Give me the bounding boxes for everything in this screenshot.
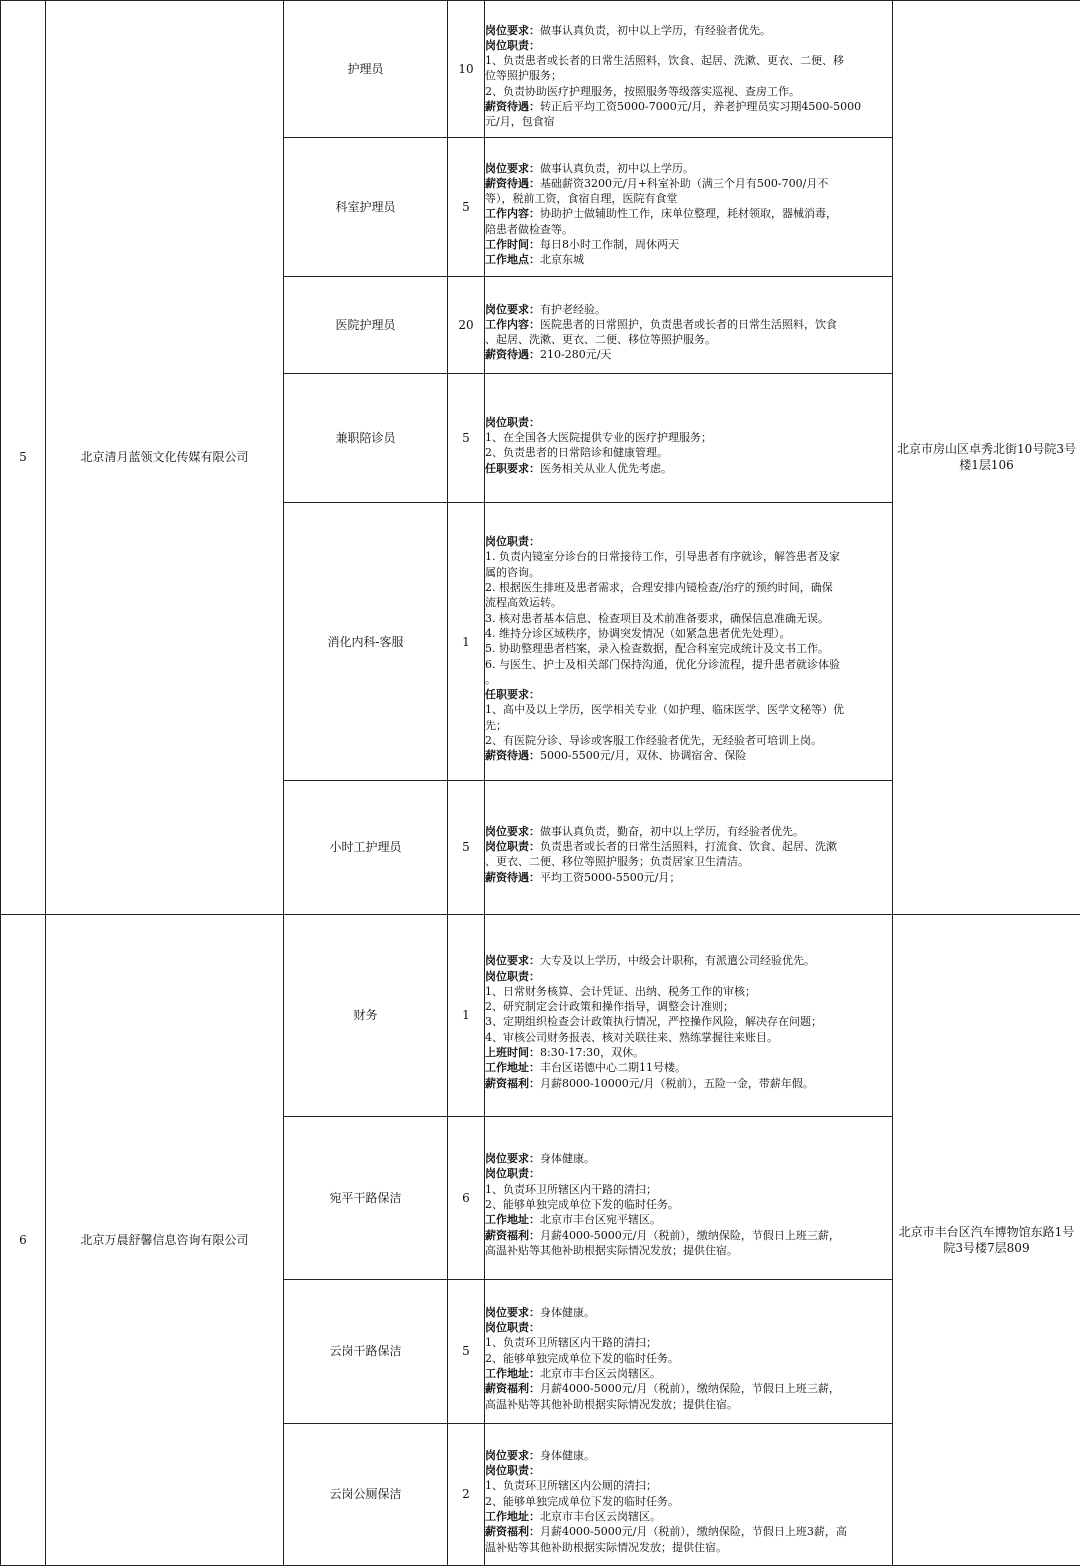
description-line	[485, 23, 892, 38]
field-label: 岗位要求：	[485, 161, 540, 175]
field-value: 平均工资5000-5500元/月；	[540, 870, 681, 884]
field-value: 2、能够单独完成单位下发的临时任务。	[485, 1351, 679, 1365]
field-label: 任职要求：	[485, 688, 540, 702]
description-line	[485, 999, 892, 1014]
field-label: 岗位职责：	[485, 1167, 540, 1181]
field-label: 工作地址：	[485, 1213, 540, 1227]
description-line	[485, 68, 892, 83]
description-line	[485, 657, 892, 672]
description-line	[485, 641, 892, 656]
description-line	[485, 687, 892, 702]
description-line	[485, 38, 892, 53]
field-value: 每日8小时工作制，周休两天	[540, 238, 679, 252]
job-headcount: 5	[448, 781, 485, 914]
description-line	[485, 595, 892, 610]
job-headcount: 5	[448, 1279, 485, 1423]
field-value: 等），税前工资，食宿自理，医院有食堂	[485, 192, 678, 206]
field-value: 身体健康。	[540, 1152, 595, 1166]
description-line	[485, 1076, 892, 1091]
description-line	[485, 1540, 892, 1555]
job-description	[485, 914, 893, 1116]
job-headcount: 1	[448, 503, 485, 781]
field-value: 基础薪资3200元/月+科室补助（满三个月有500-700/月不	[540, 176, 829, 190]
field-value: 5000-5500元/月，双休、协调宿舍、保险	[540, 749, 747, 763]
job-description	[485, 503, 893, 781]
field-value: 4、审核公司财务报表、核对关联往来、熟练掌握往来账目。	[485, 1030, 778, 1044]
description-line	[485, 176, 892, 191]
field-label: 薪资待遇：	[485, 348, 540, 362]
job-description	[485, 1279, 893, 1423]
field-label: 岗位要求：	[485, 1152, 540, 1166]
field-label: 工作时间：	[485, 238, 540, 252]
address-line: 院3号楼7层809	[943, 1240, 1030, 1255]
company-index: 6	[1, 914, 46, 1565]
job-description	[485, 1423, 893, 1565]
field-value: 2、研究制定会计政策和操作指导，调整会计准则；	[485, 1000, 734, 1014]
job-headcount: 20	[448, 277, 485, 374]
field-value: 2、能够单独完成单位下发的临时任务。	[485, 1494, 679, 1508]
description-line	[485, 1197, 892, 1212]
field-value: 医院患者的日常照护，负责患者或长者的日常生活照料，饮食	[540, 317, 837, 331]
field-value: 有护老经验。	[540, 302, 606, 316]
field-value: 、更衣、二便、移位等照护服务；负责居家卫生清洁。	[485, 855, 749, 869]
field-value: 6. 与医生、护士及相关部门保持沟通，优化分诊流程，提升患者就诊体验	[485, 657, 840, 671]
field-value: 高温补贴等其他补助根据实际情况发放；提供住宿。	[485, 1243, 738, 1257]
field-label: 工作地址：	[485, 1061, 540, 1075]
job-title: 科室护理员	[284, 138, 448, 277]
job-description	[485, 277, 893, 374]
field-label: 岗位要求：	[485, 302, 540, 316]
job-headcount: 5	[448, 138, 485, 277]
field-value: 负责患者或长者的日常生活照料，打流食、饮食、起居、洗漱	[540, 840, 837, 854]
description-line	[485, 702, 892, 717]
field-label: 薪资待遇：	[485, 176, 540, 190]
description-line	[485, 1509, 892, 1524]
description-line	[485, 461, 892, 476]
job-headcount: 2	[448, 1423, 485, 1565]
field-value: 北京市丰台区云岗辖区。	[540, 1510, 661, 1524]
field-label: 薪资福利：	[485, 1525, 540, 1539]
field-label: 工作地点：	[485, 253, 540, 267]
field-value: 元/月，包食宿	[485, 115, 555, 129]
description-line	[485, 953, 892, 968]
field-value: 位等照护服务；	[485, 69, 562, 83]
description-line	[485, 984, 892, 999]
field-value: 1、负责环卫所辖区内干路的清扫；	[485, 1182, 657, 1196]
field-value: 、起居、洗漱、更衣、二便、移位等照护服务。	[485, 333, 716, 347]
field-value: 3、定期组织检查会计政策执行情况，严控操作风险，解决存在问题；	[485, 1015, 822, 1029]
job-headcount: 6	[448, 1116, 485, 1279]
job-title: 护理员	[284, 1, 448, 138]
job-title: 兼职陪诊员	[284, 374, 448, 503]
field-label: 岗位职责：	[485, 535, 540, 549]
field-label: 上班时间：	[485, 1046, 540, 1060]
description-line	[485, 222, 892, 237]
field-value: 做事认真负责，初中以上学历，有经验者优先。	[540, 23, 771, 37]
company-index: 5	[1, 1, 46, 915]
job-title: 医院护理员	[284, 277, 448, 374]
description-line	[485, 626, 892, 641]
field-label: 任职要求：	[485, 461, 540, 475]
field-value: 2、负责协助医疗护理服务，按照服务等级落实巡视、查房工作。	[485, 84, 800, 98]
field-value: 转正后平均工资5000-7000元/月，养老护理员实习期4500-5000	[540, 99, 862, 113]
description-line	[485, 99, 892, 114]
job-headcount: 1	[448, 914, 485, 1116]
description-line	[485, 1335, 892, 1350]
description-line	[485, 1320, 892, 1335]
field-label: 薪资福利：	[485, 1228, 540, 1242]
field-value: 1、在全国各大医院提供专业的医疗护理服务；	[485, 430, 712, 444]
description-line	[485, 415, 892, 430]
field-value: 大专及以上学历，中级会计职称，有派遣公司经验优先。	[540, 954, 815, 968]
description-line	[485, 1228, 892, 1243]
field-value: 1、日常财务核算、会计凭证、出纳、税务工作的审核；	[485, 984, 756, 998]
field-value: 北京市丰台区云岗辖区。	[540, 1366, 661, 1380]
field-label: 工作内容：	[485, 317, 540, 331]
field-label: 工作地址：	[485, 1366, 540, 1380]
job-title: 宛平干路保洁	[284, 1116, 448, 1279]
field-value: 2、能够单独完成单位下发的临时任务。	[485, 1198, 679, 1212]
job-description	[485, 138, 893, 277]
description-line	[485, 839, 892, 854]
job-title: 云岗公厕保洁	[284, 1423, 448, 1565]
description-line	[485, 549, 892, 564]
field-label: 岗位职责：	[485, 38, 540, 52]
field-label: 岗位要求：	[485, 954, 540, 968]
description-line	[485, 854, 892, 869]
field-value: 温补贴等其他补助根据实际情况发放；提供住宿。	[485, 1540, 727, 1554]
field-value: 身体健康。	[540, 1448, 595, 1462]
address-line: 北京市房山区卓秀北街10号院3号	[897, 442, 1076, 457]
description-line	[485, 1014, 892, 1029]
description-line	[485, 1397, 892, 1412]
description-line	[485, 347, 892, 362]
description-line	[485, 1463, 892, 1478]
description-line	[485, 748, 892, 763]
description-line	[485, 1305, 892, 1320]
description-line	[485, 672, 892, 687]
field-value: 医务相关从业人优先考虑。	[540, 461, 672, 475]
field-label: 岗位职责：	[485, 969, 540, 983]
description-line	[485, 1524, 892, 1539]
field-value: 2、有医院分诊、导诊或客服工作经验者优先，无经验者可培训上岗。	[485, 734, 822, 747]
job-title: 云岗干路保洁	[284, 1279, 448, 1423]
field-label: 岗位职责：	[485, 840, 540, 854]
description-line	[485, 114, 892, 129]
field-value: 5. 协助整理患者档案，录入检查数据，配合科室完成统计及文书工作。	[485, 642, 829, 656]
field-value: 月薪8000-10000元/月（税前），五险一金，带薪年假。	[540, 1076, 814, 1090]
field-label: 岗位职责：	[485, 415, 540, 429]
field-value: 1、负责环卫所辖区内干路的清扫；	[485, 1336, 657, 1350]
address-line: 北京市丰台区汽车博物馆东路1号	[898, 1224, 1075, 1239]
description-line	[485, 1478, 892, 1493]
description-line	[485, 1494, 892, 1509]
field-value: 月薪4000-5000元/月（税前），缴纳保险，节假日上班三薪，	[540, 1228, 840, 1242]
description-line	[485, 534, 892, 549]
field-label: 薪资待遇：	[485, 749, 540, 763]
field-value: 做事认真负责，勤奋，初中以上学历，有经验者优先。	[540, 824, 804, 838]
description-line	[485, 611, 892, 626]
company-address	[893, 914, 1080, 1565]
job-title: 财务	[284, 914, 448, 1116]
field-value: 1、负责患者或长者的日常生活照料，饮食、起居、洗漱、更衣、二便、移	[485, 54, 844, 68]
field-value: 1. 负责内镜室分诊台的日常接待工作，引导患者有序就诊，解答患者及家	[485, 550, 840, 564]
field-value: 丰台区诺德中心二期11号楼。	[540, 1061, 686, 1075]
description-line	[485, 252, 892, 267]
field-value: 2. 根据医生排班及患者需求，合理安排内镜检查/治疗的预约时间，确保	[485, 581, 833, 595]
field-value: 1、高中及以上学历，医学相关专业（如护理、临床医学、医学文秘等）优	[485, 703, 844, 717]
description-line	[485, 332, 892, 347]
description-line	[485, 53, 892, 68]
field-value: 月薪4000-5000元/月（税前），缴纳保险，节假日上班三薪，	[540, 1382, 840, 1396]
company-name: 北京万晨舒馨信息咨询有限公司	[46, 914, 284, 1565]
field-label: 薪资待遇：	[485, 99, 540, 113]
field-value: 流程高效运转。	[485, 596, 562, 610]
description-line	[485, 1351, 892, 1366]
description-line	[485, 302, 892, 317]
field-label: 工作内容：	[485, 207, 540, 221]
address-line: 楼1层106	[959, 458, 1014, 473]
company-address	[893, 1, 1080, 915]
field-value: 1、负责环卫所辖区内公厕的清扫；	[485, 1479, 657, 1493]
field-label: 薪资待遇：	[485, 870, 540, 884]
field-value: 陪患者做检查等。	[485, 222, 573, 236]
field-value: 3. 核对患者基本信息、检查项目及术前准备要求，确保信息准确无误。	[485, 611, 829, 625]
description-line	[485, 161, 892, 176]
description-line	[485, 445, 892, 460]
field-value: 做事认真负责，初中以上学历。	[540, 161, 694, 175]
job-title: 小时工护理员	[284, 781, 448, 914]
field-value: 北京市丰台区宛平辖区。	[540, 1213, 661, 1227]
job-title: 消化内科-客服	[284, 503, 448, 781]
description-line	[485, 565, 892, 580]
description-line	[485, 1243, 892, 1258]
field-label: 岗位要求：	[485, 23, 540, 37]
description-line	[485, 1030, 892, 1045]
field-value: 。	[485, 672, 496, 686]
description-line	[485, 1045, 892, 1060]
description-line	[485, 1381, 892, 1396]
description-line	[485, 1366, 892, 1381]
description-line	[485, 870, 892, 885]
description-line	[485, 206, 892, 221]
field-value: 月薪4000-5000元/月（税前），缴纳保险，节假日上班3薪，高	[540, 1525, 847, 1539]
field-label: 岗位职责：	[485, 1321, 540, 1335]
description-line	[485, 237, 892, 252]
field-value: 2、负责患者的日常陪诊和健康管理。	[485, 446, 668, 460]
description-line	[485, 969, 892, 984]
description-line	[485, 430, 892, 445]
job-headcount: 5	[448, 374, 485, 503]
description-line	[485, 317, 892, 332]
description-line	[485, 191, 892, 206]
field-label: 岗位要求：	[485, 1448, 540, 1462]
field-value: 身体健康。	[540, 1305, 595, 1319]
field-label: 薪资福利：	[485, 1382, 540, 1396]
company-name: 北京清月蓝领文化传媒有限公司	[46, 1, 284, 915]
field-value: 210-280元/天	[540, 348, 612, 362]
field-label: 薪资福利：	[485, 1076, 540, 1090]
field-value: 协助护士做辅助性工作，床单位整理，耗材领取，器械消毒，	[540, 207, 837, 221]
job-headcount: 10	[448, 1, 485, 138]
field-label: 岗位要求：	[485, 1305, 540, 1319]
description-line	[485, 733, 892, 748]
field-label: 岗位要求：	[485, 824, 540, 838]
description-line	[485, 84, 892, 99]
description-line	[485, 1182, 892, 1197]
job-description	[485, 1116, 893, 1279]
field-value: 属的咨询。	[485, 565, 540, 579]
description-line	[485, 1212, 892, 1227]
field-label: 岗位职责：	[485, 1464, 540, 1478]
description-line	[485, 718, 892, 733]
field-value: 4. 维持分诊区域秩序，协调突发情况（如紧急患者优先处理）。	[485, 626, 791, 640]
description-line	[485, 824, 892, 839]
job-row	[1, 1, 1080, 138]
description-line	[485, 1166, 892, 1181]
description-line	[485, 1448, 892, 1463]
job-description	[485, 781, 893, 914]
field-value: 高温补贴等其他补助根据实际情况发放；提供住宿。	[485, 1397, 738, 1411]
description-line	[485, 580, 892, 595]
description-line	[485, 1151, 892, 1166]
field-value: 8:30-17:30，双休。	[540, 1046, 645, 1060]
field-label: 工作地址：	[485, 1510, 540, 1524]
job-row	[1, 914, 1080, 1116]
description-line	[485, 1060, 892, 1075]
field-value: 先；	[485, 718, 507, 732]
job-description	[485, 1, 893, 138]
field-value: 北京东城	[540, 253, 584, 267]
job-description	[485, 374, 893, 503]
